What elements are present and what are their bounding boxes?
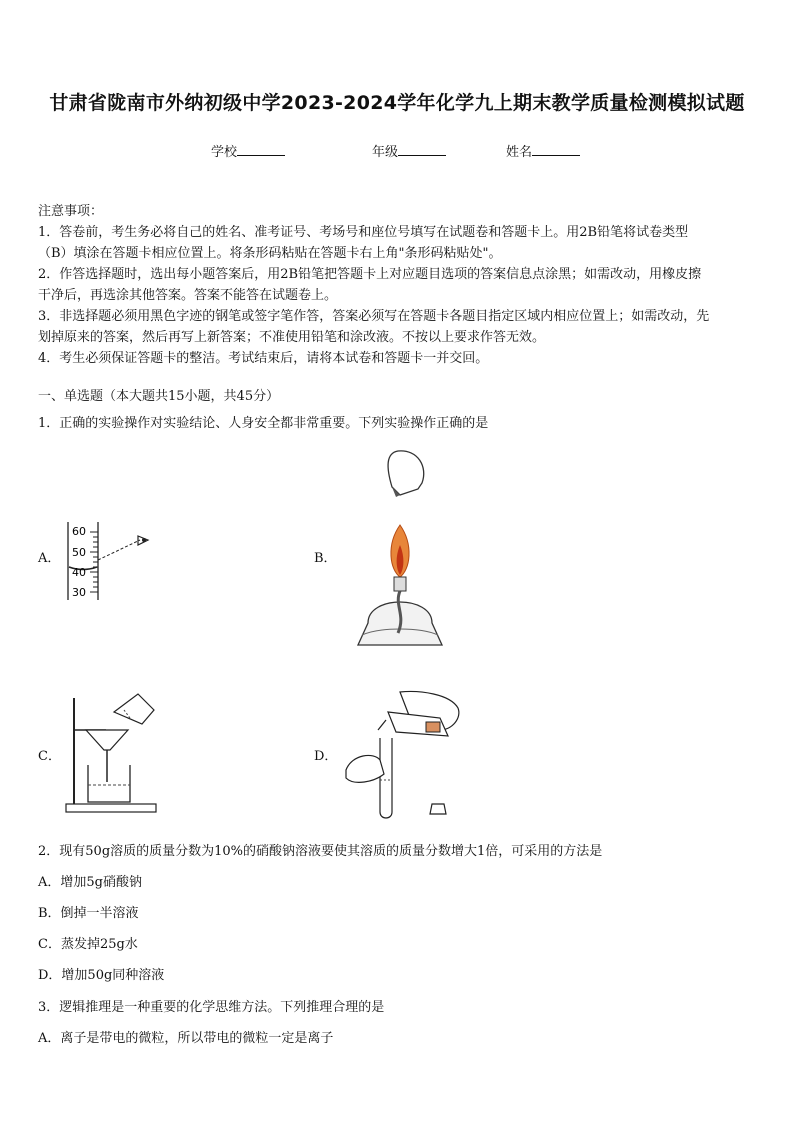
alcohol-lamp-figure (350, 445, 450, 660)
q2-option-a[interactable]: A．增加5g硝酸钠 (38, 875, 142, 890)
name-field (506, 141, 580, 160)
school-field (211, 141, 285, 160)
bottle-stopper-icon (430, 804, 446, 814)
q1-option-d-label[interactable]: D． (314, 749, 338, 764)
grade-field (372, 141, 446, 160)
school-blank[interactable] (237, 143, 285, 156)
note-line: 干净后，再选涂其他答案。答案不能答在试题卷上。 (38, 288, 338, 303)
q2-option-d[interactable]: D．增加50g同种溶液 (38, 968, 165, 983)
test-tube-icon (380, 738, 392, 818)
q1-stem: 1．正确的实验操作对实验结论、人身安全都非常重要。下列实验操作正确的是 (38, 416, 489, 431)
note-line: 3．非选择题必须用黑色字迹的钢笔或签字笔作答，答案必须写在答题卡各题目指定区域内相应位置上；如需改动，先 (38, 309, 710, 324)
note-line: 划掉原来的答案，然后再写上新答案；不准使用铅笔和涂改液。不按以上要求作答无效。 (38, 330, 546, 345)
section-heading: 一、单选题（本大题共15小题，共45分） (38, 389, 280, 404)
cylinder-tick-30: 30 (72, 586, 86, 599)
funnel-icon (86, 730, 128, 750)
note-line: （B）填涂在答题卡相应位置上。将条形码粘贴在答题卡右上角"条形码粘贴处"。 (38, 246, 502, 261)
school-label: 学校 (211, 145, 238, 160)
name-label: 姓名 (506, 145, 533, 160)
grade-blank[interactable] (398, 143, 446, 156)
beaker-icon (88, 765, 130, 802)
name-blank[interactable] (532, 143, 580, 156)
notes-heading: 注意事项： (38, 204, 104, 219)
filtration-figure (58, 690, 168, 815)
lamp-cap-icon (388, 451, 424, 495)
cylinder-tick-60: 60 (72, 525, 86, 538)
exam-title: 甘肃省陇南市外纳初级中学2023-2024学年化学九上期末教学质量检测模拟试题 (49, 92, 745, 114)
q1-option-a-label[interactable]: A． (38, 551, 61, 566)
grade-label: 年级 (372, 145, 399, 160)
cylinder-tick-40: 40 (72, 566, 86, 579)
cylinder-reading-figure (60, 520, 160, 605)
q3-option-a[interactable]: A．离子是带电的微粒，所以带电的微粒一定是离子 (38, 1031, 334, 1046)
note-line: 2．作答选择题时，选出每小题答案后，用2B铅笔把答题卡上对应题目选项的答案信息点涂黑；如需改动，用橡皮擦 (38, 267, 702, 282)
q2-stem: 2．现有50g溶质的质量分数为10%的硝酸钠溶液要使其溶质的质量分数增大1倍，可采用的方法是 (38, 844, 603, 859)
q1-option-b-label[interactable]: B． (314, 551, 337, 566)
pouring-figure (340, 690, 470, 825)
note-line: 1．答卷前，考生务必将自己的姓名、准考证号、考场号和座位号填写在试题卷和答题卡上。用2B铅笔将试卷类型 (38, 225, 689, 240)
q3-stem: 3．逻辑推理是一种重要的化学思维方法。下列推理合理的是 (38, 1000, 385, 1015)
notes-section (38, 201, 760, 369)
q2-option-c[interactable]: C．蒸发掉25g水 (38, 937, 138, 952)
q2-option-b[interactable]: B．倒掉一半溶液 (38, 906, 139, 921)
cylinder-tick-50: 50 (72, 546, 86, 559)
q1-option-c-label[interactable]: C． (38, 749, 61, 764)
note-line: 4．考生必须保证答题卡的整洁。考试结束后，请将本试卷和答题卡一并交回。 (38, 351, 489, 366)
